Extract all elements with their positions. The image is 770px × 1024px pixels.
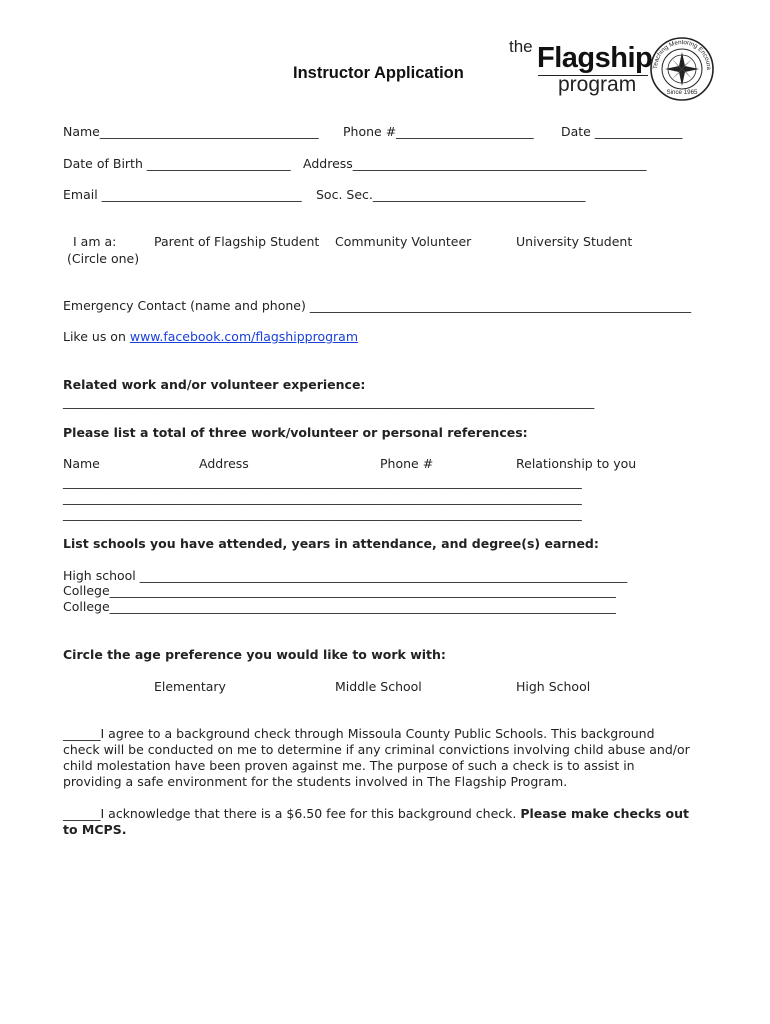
phone-field[interactable]: Phone #______________________ bbox=[343, 124, 534, 139]
role-option-community[interactable]: Community Volunteer bbox=[335, 234, 472, 249]
schools-heading: List schools you have attended, years in attendance, and degree(s) earned: bbox=[63, 536, 599, 551]
reference-line-2[interactable]: ___________________________________________________________________________________ bbox=[63, 490, 582, 505]
name-field[interactable]: Name___________________________________ bbox=[63, 124, 319, 139]
address-field[interactable]: Address_______________________________________________ bbox=[303, 156, 647, 171]
date-field[interactable]: Date ______________ bbox=[561, 124, 683, 139]
references-col-phone: Phone # bbox=[380, 456, 434, 471]
school-row-highschool[interactable]: High school ______________________________________________________________________________ bbox=[63, 568, 628, 583]
emergency-contact-field[interactable]: Emergency Contact (name and phone) _____________________________________________________________ bbox=[63, 298, 692, 313]
logo-the: the bbox=[509, 37, 533, 56]
background-check-agreement[interactable]: ______I agree to a background check through Missoula County Public Schools. This background check will be conducted on me to determine if any criminal convictions involving child abuse and/or child molestation have been proven against me. The purpose of such a check is to assist in providing a safe environment for the students involved in The Flagship Program. bbox=[63, 726, 690, 789]
experience-heading: Related work and/or volunteer experience: bbox=[63, 377, 366, 392]
age-option-elementary[interactable]: Elementary bbox=[154, 679, 226, 694]
fee-text: ______I acknowledge that there is a $6.50 fee for this background check. bbox=[63, 806, 521, 821]
references-col-address: Address bbox=[199, 456, 249, 471]
facebook-link[interactable]: www.facebook.com/flagshipprogram bbox=[129, 329, 358, 344]
references-col-name: Name bbox=[63, 456, 100, 471]
school-row-college-1[interactable]: College_________________________________________________________________________________ bbox=[63, 583, 616, 598]
form-title: Instructor Application bbox=[293, 64, 464, 82]
role-prompt: I am a: bbox=[73, 234, 117, 249]
age-option-middle[interactable]: Middle School bbox=[335, 679, 422, 694]
role-option-parent[interactable]: Parent of Flagship Student bbox=[154, 234, 320, 249]
school-row-college-2[interactable]: College_________________________________________________________________________________ bbox=[63, 599, 616, 614]
role-option-university[interactable]: University Student bbox=[516, 234, 633, 249]
age-option-high[interactable]: High School bbox=[516, 679, 591, 694]
logo-program: program bbox=[558, 73, 637, 96]
seal-since: Since 1965 bbox=[666, 89, 698, 96]
email-field[interactable]: Email ________________________________ bbox=[63, 187, 302, 202]
age-heading: Circle the age preference you would like to work with: bbox=[63, 647, 446, 662]
reference-line-1[interactable]: ___________________________________________________________________________________ bbox=[63, 474, 582, 489]
facebook-line bbox=[63, 329, 358, 344]
role-hint: (Circle one) bbox=[67, 251, 140, 266]
references-heading: Please list a total of three work/volunteer or personal references: bbox=[63, 425, 528, 440]
dob-field[interactable]: Date of Birth _______________________ bbox=[63, 156, 291, 171]
facebook-prefix: Like us on bbox=[63, 329, 130, 344]
reference-line-3[interactable]: ___________________________________________________________________________________ bbox=[63, 506, 582, 521]
ssn-field[interactable]: Soc. Sec.__________________________________ bbox=[316, 187, 586, 202]
logo-flagship: Flagship bbox=[537, 42, 653, 74]
fee-acknowledgement[interactable] bbox=[63, 806, 693, 838]
compass-seal-icon bbox=[649, 36, 715, 102]
experience-line[interactable]: _____________________________________________________________________________________ bbox=[63, 394, 595, 409]
fee-checks-note: Please make checks out to MCPS. bbox=[63, 806, 689, 837]
references-col-relationship: Relationship to you bbox=[516, 456, 637, 471]
seal-text: Teaching Mentoring Encoura bbox=[651, 38, 713, 71]
